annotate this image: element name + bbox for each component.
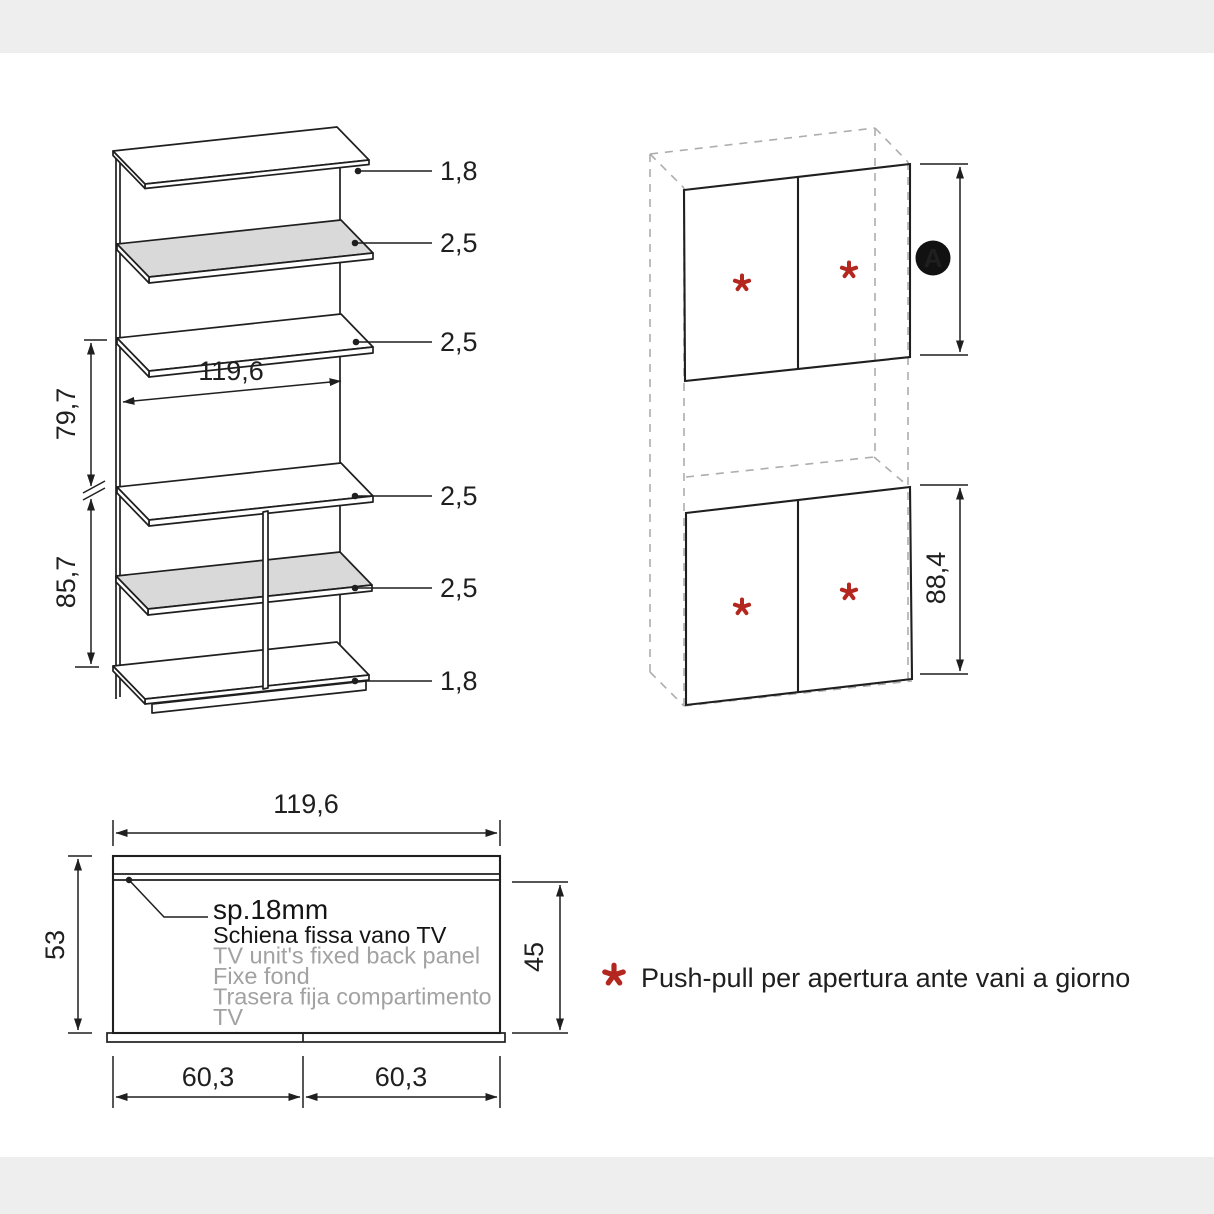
shelf-top: [113, 127, 369, 189]
iso-height-dim-85: 85,7: [51, 555, 81, 609]
bottom-frame-bar: [0, 1157, 1214, 1214]
callout-thickness: sp.18mm: [213, 894, 329, 925]
dimension-88-4: [920, 485, 968, 674]
cabinet-doors-drawing: [650, 128, 968, 706]
legend-note-text: Push-pull per apertura ante vani a giorno: [641, 963, 1131, 993]
callout-text-es-1: Trasera fija compartimento: [213, 983, 492, 1010]
shelf-middle-lower: [117, 463, 373, 526]
iso-height-dim-79: 79,7: [51, 387, 81, 441]
front-view-drawing: [40, 789, 568, 1108]
shelf-gray-lower: [116, 552, 372, 615]
callout-text-it: Schiena fissa vano TV: [213, 922, 447, 948]
push-pull-asterisk-icon: [842, 585, 856, 599]
front-left-height-dimension: [40, 856, 92, 1033]
thickness-label-5: 2,5: [440, 573, 478, 603]
back-panel-callout: [126, 877, 492, 1030]
iso-shelf-unit-drawing: [51, 127, 478, 713]
legend-note: [605, 963, 1131, 993]
base-strip: [107, 1033, 505, 1042]
middle-divider: [263, 511, 268, 689]
front-right-height-label: 45: [519, 941, 549, 973]
iso-width-dim-label: 119,6: [198, 356, 264, 386]
base-shelf: [113, 642, 369, 713]
push-pull-asterisk-icon: [842, 263, 856, 277]
bottom-width-label-left: 60,3: [181, 1062, 235, 1092]
thickness-label-1: 1,8: [440, 156, 478, 186]
front-right-height-dimension: [512, 882, 568, 1033]
bottom-width-label-right: 60,3: [374, 1062, 428, 1092]
front-width-dimension: [113, 789, 500, 846]
top-frame-bar: [0, 0, 1214, 53]
thickness-label-3: 2,5: [440, 327, 478, 357]
thickness-label-4: 2,5: [440, 481, 478, 511]
badge-A: [916, 241, 951, 276]
cabinet-height-dim-label: 88,4: [921, 551, 951, 605]
lower-door-pair: [686, 487, 912, 705]
front-bottom-dimensions: [113, 1056, 500, 1108]
thickness-label-6: 1,8: [440, 666, 478, 696]
upper-door-pair: [684, 164, 910, 381]
push-pull-asterisk-icon: [605, 965, 623, 983]
front-left-height-label: 53: [40, 929, 70, 961]
shelf-gray-upper: [117, 220, 373, 283]
iso-thickness-callouts: [352, 156, 478, 696]
push-pull-asterisk-icon: [735, 600, 749, 614]
front-width-dim-label: 119,6: [273, 789, 339, 819]
callout-text-es-2: TV: [213, 1004, 244, 1030]
iso-left-dimensions: [51, 340, 107, 667]
push-pull-asterisk-icon: [735, 276, 749, 290]
cabinet-hidden-edges: [650, 128, 912, 706]
callout-text-fr: Fixe fond: [213, 963, 310, 989]
callout-text-en: TV unit's fixed back panel: [213, 942, 481, 969]
thickness-label-2: 2,5: [440, 228, 478, 258]
badge-A-label: A: [923, 243, 943, 273]
